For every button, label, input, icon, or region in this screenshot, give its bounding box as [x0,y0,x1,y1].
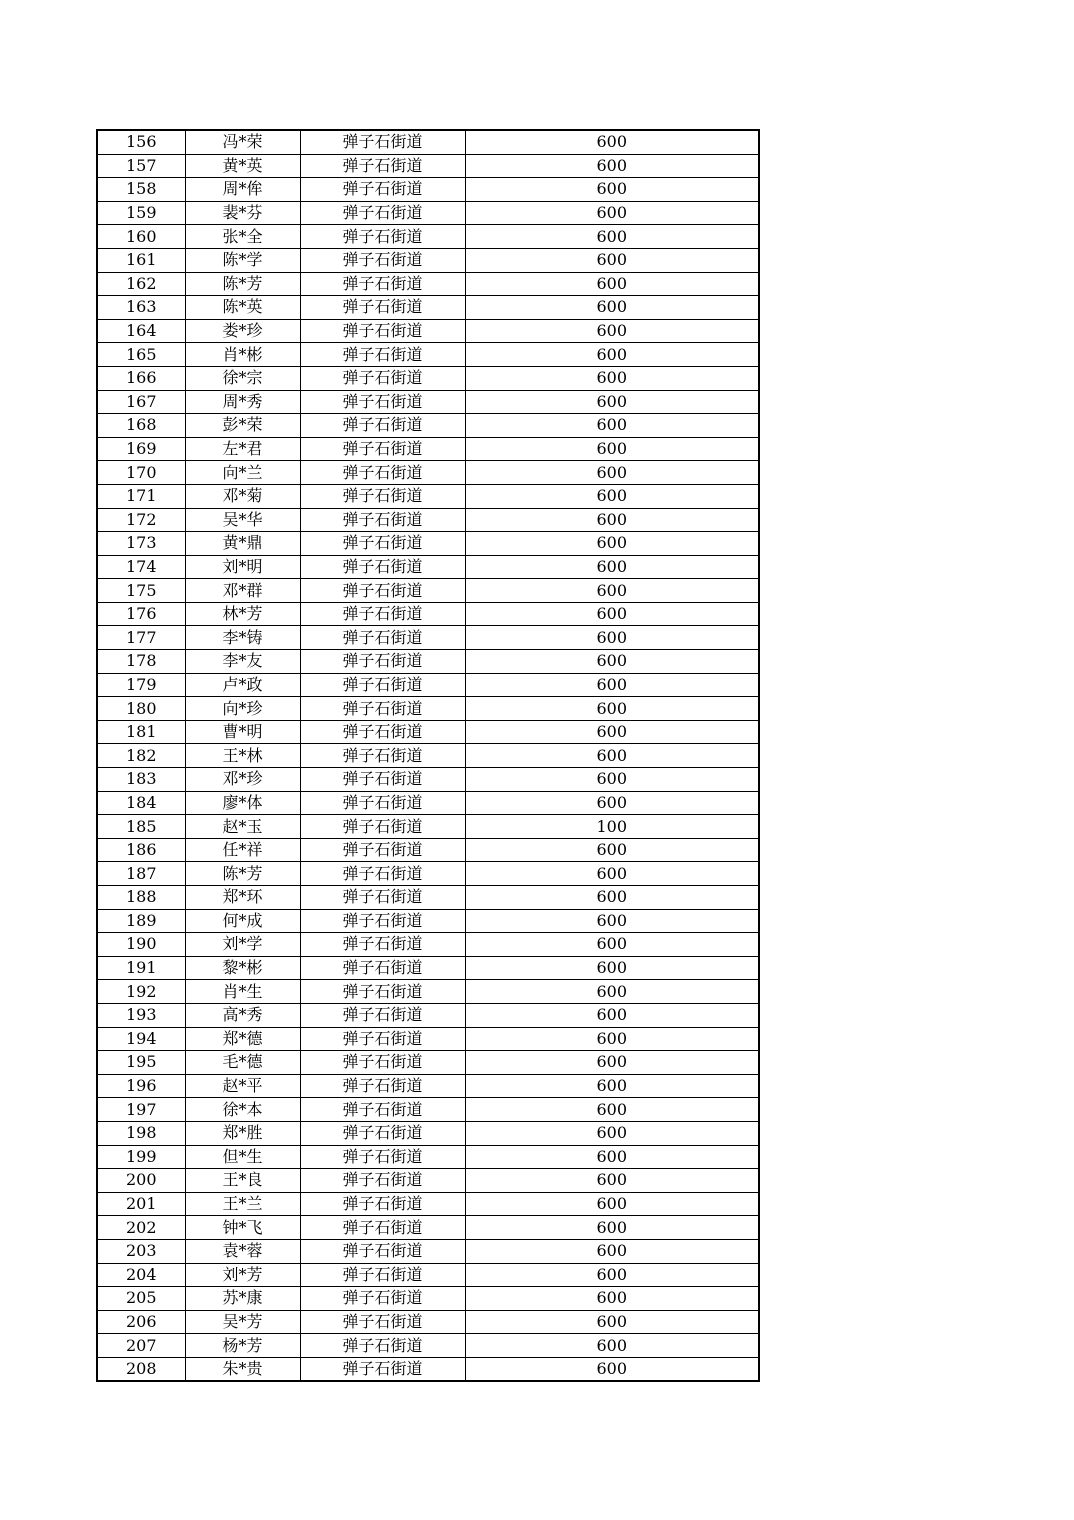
row-number-cell: 205 [97,1287,185,1311]
street-cell: 弹子石街道 [300,1192,465,1216]
name-cell: 钟*飞 [185,1216,300,1240]
name-cell: 陈*芳 [185,272,300,296]
row-number-cell: 181 [97,720,185,744]
amount-cell: 600 [465,956,759,980]
name-cell: 周*秀 [185,390,300,414]
amount-cell: 600 [465,673,759,697]
table-row [97,933,759,957]
street-cell: 弹子石街道 [300,1263,465,1287]
table-row [97,1074,759,1098]
row-number-cell: 162 [97,272,185,296]
name-cell: 张*全 [185,225,300,249]
amount-cell: 600 [465,508,759,532]
table-row [97,1216,759,1240]
name-cell: 黄*英 [185,154,300,178]
street-cell: 弹子石街道 [300,272,465,296]
table-row [97,673,759,697]
table-row [97,1310,759,1334]
amount-cell: 600 [465,862,759,886]
row-number-cell: 192 [97,980,185,1004]
amount-cell: 600 [465,744,759,768]
street-cell: 弹子石街道 [300,933,465,957]
street-cell: 弹子石街道 [300,602,465,626]
street-cell: 弹子石街道 [300,1074,465,1098]
name-cell: 向*兰 [185,461,300,485]
name-cell: 郑*环 [185,886,300,910]
table-row [97,626,759,650]
amount-cell: 600 [465,343,759,367]
amount-cell: 600 [465,720,759,744]
amount-cell: 600 [465,768,759,792]
street-cell: 弹子石街道 [300,1098,465,1122]
street-cell: 弹子石街道 [300,1121,465,1145]
amount-cell: 600 [465,933,759,957]
row-number-cell: 202 [97,1216,185,1240]
table-row [97,201,759,225]
row-number-cell: 208 [97,1357,185,1381]
name-cell: 娄*珍 [185,319,300,343]
row-number-cell: 194 [97,1027,185,1051]
amount-cell: 600 [465,1216,759,1240]
name-cell: 裴*芬 [185,201,300,225]
amount-cell: 600 [465,1027,759,1051]
row-number-cell: 170 [97,461,185,485]
row-number-cell: 195 [97,1051,185,1075]
name-cell: 赵*平 [185,1074,300,1098]
table-row [97,532,759,556]
name-cell: 冯*荣 [185,130,300,154]
amount-cell: 600 [465,980,759,1004]
table-row [97,508,759,532]
table-row [97,909,759,933]
amount-cell: 600 [465,1098,759,1122]
table-row [97,248,759,272]
row-number-cell: 169 [97,437,185,461]
street-cell: 弹子石街道 [300,201,465,225]
row-number-cell: 175 [97,579,185,603]
street-cell: 弹子石街道 [300,390,465,414]
row-number-cell: 158 [97,178,185,202]
street-cell: 弹子石街道 [300,248,465,272]
name-cell: 王*兰 [185,1192,300,1216]
amount-cell: 600 [465,154,759,178]
row-number-cell: 156 [97,130,185,154]
table-row [97,484,759,508]
amount-cell: 600 [465,602,759,626]
table-row [97,154,759,178]
row-number-cell: 157 [97,154,185,178]
name-cell: 李*铸 [185,626,300,650]
amount-cell: 600 [465,1192,759,1216]
amount-cell: 600 [465,838,759,862]
street-cell: 弹子石街道 [300,579,465,603]
street-cell: 弹子石街道 [300,461,465,485]
name-cell: 彭*荣 [185,414,300,438]
amount-cell: 600 [465,366,759,390]
street-cell: 弹子石街道 [300,414,465,438]
street-cell: 弹子石街道 [300,296,465,320]
table-row [97,178,759,202]
name-cell: 卢*政 [185,673,300,697]
name-cell: 周*侔 [185,178,300,202]
amount-cell: 600 [465,461,759,485]
row-number-cell: 168 [97,414,185,438]
row-number-cell: 191 [97,956,185,980]
row-number-cell: 204 [97,1263,185,1287]
amount-cell: 600 [465,296,759,320]
name-cell: 刘*明 [185,555,300,579]
street-cell: 弹子石街道 [300,555,465,579]
row-number-cell: 184 [97,791,185,815]
name-cell: 黎*彬 [185,956,300,980]
name-cell: 袁*蓉 [185,1239,300,1263]
name-cell: 杨*芳 [185,1334,300,1358]
street-cell: 弹子石街道 [300,532,465,556]
street-cell: 弹子石街道 [300,673,465,697]
row-number-cell: 193 [97,1003,185,1027]
street-cell: 弹子石街道 [300,437,465,461]
amount-cell: 600 [465,650,759,674]
street-cell: 弹子石街道 [300,980,465,1004]
name-cell: 肖*生 [185,980,300,1004]
row-number-cell: 199 [97,1145,185,1169]
street-cell: 弹子石街道 [300,225,465,249]
table-row [97,1003,759,1027]
street-cell: 弹子石街道 [300,508,465,532]
table-row [97,461,759,485]
table-row [97,319,759,343]
name-cell: 林*芳 [185,602,300,626]
row-number-cell: 201 [97,1192,185,1216]
amount-cell: 600 [465,555,759,579]
table-row [97,956,759,980]
table-row [97,1121,759,1145]
street-cell: 弹子石街道 [300,720,465,744]
name-cell: 曹*明 [185,720,300,744]
row-number-cell: 187 [97,862,185,886]
row-number-cell: 176 [97,602,185,626]
table-row [97,579,759,603]
street-cell: 弹子石街道 [300,626,465,650]
street-cell: 弹子石街道 [300,768,465,792]
table-row [97,815,759,839]
row-number-cell: 200 [97,1169,185,1193]
street-cell: 弹子石街道 [300,862,465,886]
row-number-cell: 206 [97,1310,185,1334]
street-cell: 弹子石街道 [300,1357,465,1381]
row-number-cell: 164 [97,319,185,343]
amount-cell: 600 [465,697,759,721]
table-row [97,791,759,815]
amount-cell: 600 [465,626,759,650]
amount-cell: 600 [465,414,759,438]
table-row [97,1263,759,1287]
row-number-cell: 182 [97,744,185,768]
amount-cell: 600 [465,1074,759,1098]
row-number-cell: 174 [97,555,185,579]
street-cell: 弹子石街道 [300,697,465,721]
amount-cell: 600 [465,1051,759,1075]
name-cell: 毛*德 [185,1051,300,1075]
table-row [97,1357,759,1381]
row-number-cell: 203 [97,1239,185,1263]
table-row [97,130,759,154]
table-row [97,1098,759,1122]
street-cell: 弹子石街道 [300,791,465,815]
row-number-cell: 197 [97,1098,185,1122]
street-cell: 弹子石街道 [300,1310,465,1334]
table-row [97,414,759,438]
row-number-cell: 178 [97,650,185,674]
amount-cell: 600 [465,1121,759,1145]
street-cell: 弹子石街道 [300,343,465,367]
row-number-cell: 172 [97,508,185,532]
row-number-cell: 161 [97,248,185,272]
name-cell: 陈*英 [185,296,300,320]
table-row [97,1334,759,1358]
name-cell: 向*珍 [185,697,300,721]
row-number-cell: 189 [97,909,185,933]
amount-cell: 600 [465,130,759,154]
amount-cell: 100 [465,815,759,839]
amount-cell: 600 [465,248,759,272]
street-cell: 弹子石街道 [300,909,465,933]
amount-cell: 600 [465,484,759,508]
street-cell: 弹子石街道 [300,1051,465,1075]
row-number-cell: 196 [97,1074,185,1098]
street-cell: 弹子石街道 [300,1216,465,1240]
row-number-cell: 159 [97,201,185,225]
amount-cell: 600 [465,390,759,414]
name-cell: 朱*贵 [185,1357,300,1381]
table-body [97,130,759,1381]
name-cell: 陈*芳 [185,862,300,886]
table-row [97,602,759,626]
name-cell: 苏*康 [185,1287,300,1311]
name-cell: 李*友 [185,650,300,674]
amount-cell: 600 [465,1310,759,1334]
row-number-cell: 167 [97,390,185,414]
street-cell: 弹子石街道 [300,1145,465,1169]
street-cell: 弹子石街道 [300,154,465,178]
row-number-cell: 183 [97,768,185,792]
amount-cell: 600 [465,579,759,603]
name-cell: 徐*本 [185,1098,300,1122]
name-cell: 郑*德 [185,1027,300,1051]
table-row [97,366,759,390]
street-cell: 弹子石街道 [300,319,465,343]
row-number-cell: 160 [97,225,185,249]
amount-cell: 600 [465,1357,759,1381]
row-number-cell: 179 [97,673,185,697]
table-row [97,555,759,579]
amount-cell: 600 [465,1263,759,1287]
amount-cell: 600 [465,1287,759,1311]
row-number-cell: 188 [97,886,185,910]
row-number-cell: 190 [97,933,185,957]
table-row [97,1027,759,1051]
table-row [97,1169,759,1193]
row-number-cell: 166 [97,366,185,390]
amount-cell: 600 [465,532,759,556]
amount-cell: 600 [465,437,759,461]
street-cell: 弹子石街道 [300,1169,465,1193]
amount-cell: 600 [465,791,759,815]
street-cell: 弹子石街道 [300,130,465,154]
table-row [97,886,759,910]
name-cell: 陈*学 [185,248,300,272]
street-cell: 弹子石街道 [300,1027,465,1051]
street-cell: 弹子石街道 [300,484,465,508]
row-number-cell: 171 [97,484,185,508]
name-cell: 刘*学 [185,933,300,957]
amount-cell: 600 [465,225,759,249]
table-row [97,1192,759,1216]
table-row [97,296,759,320]
table-row [97,225,759,249]
name-cell: 邓*珍 [185,768,300,792]
amount-cell: 600 [465,201,759,225]
name-cell: 任*祥 [185,838,300,862]
row-number-cell: 165 [97,343,185,367]
street-cell: 弹子石街道 [300,744,465,768]
table-row [97,1051,759,1075]
name-cell: 赵*玉 [185,815,300,839]
amount-cell: 600 [465,272,759,296]
name-cell: 王*良 [185,1169,300,1193]
street-cell: 弹子石街道 [300,838,465,862]
table-row [97,980,759,1004]
street-cell: 弹子石街道 [300,1334,465,1358]
table-row [97,862,759,886]
name-cell: 黄*鼎 [185,532,300,556]
street-cell: 弹子石街道 [300,1287,465,1311]
row-number-cell: 173 [97,532,185,556]
name-cell: 何*成 [185,909,300,933]
name-cell: 高*秀 [185,1003,300,1027]
name-cell: 吴*芳 [185,1310,300,1334]
row-number-cell: 207 [97,1334,185,1358]
table-row [97,1145,759,1169]
name-cell: 郑*胜 [185,1121,300,1145]
table-row [97,838,759,862]
name-cell: 徐*宗 [185,366,300,390]
table-row [97,650,759,674]
amount-cell: 600 [465,178,759,202]
name-cell: 肖*彬 [185,343,300,367]
table-row [97,697,759,721]
amount-cell: 600 [465,886,759,910]
row-number-cell: 180 [97,697,185,721]
table-row [97,1239,759,1263]
amount-cell: 600 [465,909,759,933]
row-number-cell: 177 [97,626,185,650]
table-row [97,437,759,461]
street-cell: 弹子石街道 [300,650,465,674]
amount-cell: 600 [465,1239,759,1263]
table-row [97,744,759,768]
row-number-cell: 163 [97,296,185,320]
row-number-cell: 185 [97,815,185,839]
amount-cell: 600 [465,1145,759,1169]
street-cell: 弹子石街道 [300,178,465,202]
name-cell: 廖*体 [185,791,300,815]
row-number-cell: 198 [97,1121,185,1145]
street-cell: 弹子石街道 [300,1003,465,1027]
name-cell: 邓*群 [185,579,300,603]
amount-cell: 600 [465,1169,759,1193]
table-row [97,720,759,744]
amount-cell: 600 [465,319,759,343]
name-cell: 但*生 [185,1145,300,1169]
amount-cell: 600 [465,1003,759,1027]
street-cell: 弹子石街道 [300,886,465,910]
table-row [97,768,759,792]
street-cell: 弹子石街道 [300,815,465,839]
subsidy-table [96,129,760,1382]
table-row [97,1287,759,1311]
name-cell: 吴*华 [185,508,300,532]
row-number-cell: 186 [97,838,185,862]
street-cell: 弹子石街道 [300,366,465,390]
street-cell: 弹子石街道 [300,956,465,980]
name-cell: 王*林 [185,744,300,768]
table-row [97,343,759,367]
table-row [97,272,759,296]
name-cell: 刘*芳 [185,1263,300,1287]
street-cell: 弹子石街道 [300,1239,465,1263]
amount-cell: 600 [465,1334,759,1358]
table-row [97,390,759,414]
name-cell: 左*君 [185,437,300,461]
name-cell: 邓*菊 [185,484,300,508]
